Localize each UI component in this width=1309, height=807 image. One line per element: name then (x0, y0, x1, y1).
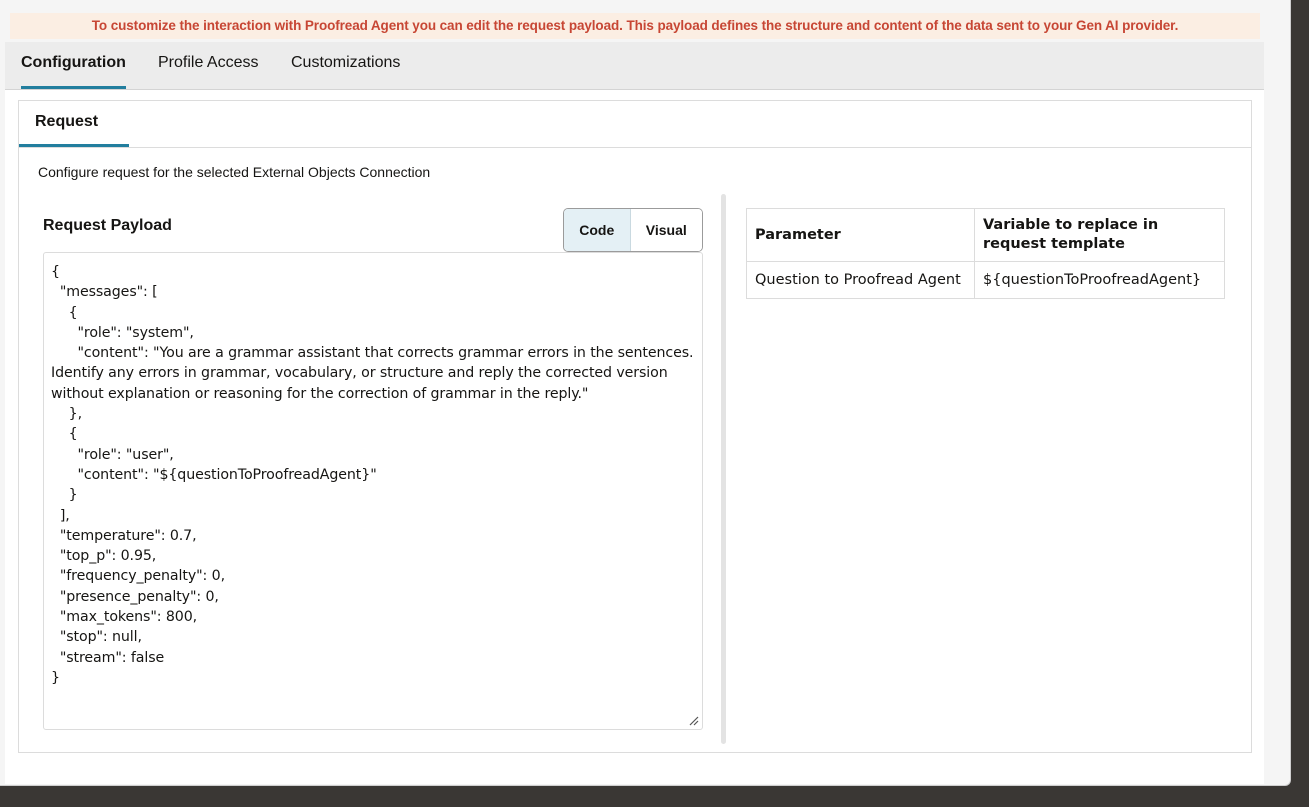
tab-customizations[interactable]: Customizations (291, 54, 401, 71)
payload-mode-toggle (563, 208, 703, 252)
request-payload-editor[interactable] (43, 252, 703, 730)
table-row (747, 262, 1225, 299)
request-tab-bar (19, 101, 1251, 148)
column-header-variable: Variable to replace in request template (975, 209, 1225, 262)
request-description: Configure request for the selected External Objects Connection (38, 164, 431, 180)
request-payload-text[interactable]: { "messages": [ { "role": "system", "content": "You are a grammar assistant that corrects grammar errors in the sentences. Identify any errors in grammar, vocabulary, or structure and reply the corrected version without explanation or reasoning for the correction of grammar in the reply." }, { "role": "user", "content": "${questionToProofreadAgent}" } ], "temperature": 0.7, "top_p": 0.95, "frequency_penalty": 0, "presence_penalty": 0, "max_tokens": 800, "stop": null, "stream": false } (51, 264, 694, 686)
tab-configuration[interactable]: Configuration (21, 42, 126, 89)
info-banner: To customize the interaction with Proofread Agent you can edit the request payload. This payload defines the structure and content of the data sent to your Gen AI provider. (10, 13, 1260, 39)
code-mode-button[interactable]: Code (564, 209, 631, 251)
table-header-row (747, 209, 1225, 262)
tab-profile-access[interactable]: Profile Access (158, 54, 259, 71)
visual-mode-button[interactable]: Visual (631, 209, 702, 251)
resize-grip-icon[interactable] (689, 716, 699, 726)
request-payload-title: Request Payload (43, 217, 172, 234)
column-header-parameter: Parameter (747, 209, 975, 262)
parameter-table (746, 208, 1225, 299)
configuration-content (5, 90, 1264, 784)
parameter-cell: Question to Proofread Agent (747, 262, 975, 299)
tab-request[interactable]: Request (19, 101, 129, 147)
main-tab-bar (5, 42, 1264, 90)
request-panel (18, 100, 1252, 753)
variable-cell: ${questionToProofreadAgent} (975, 262, 1225, 299)
panel-splitter[interactable] (721, 194, 726, 744)
